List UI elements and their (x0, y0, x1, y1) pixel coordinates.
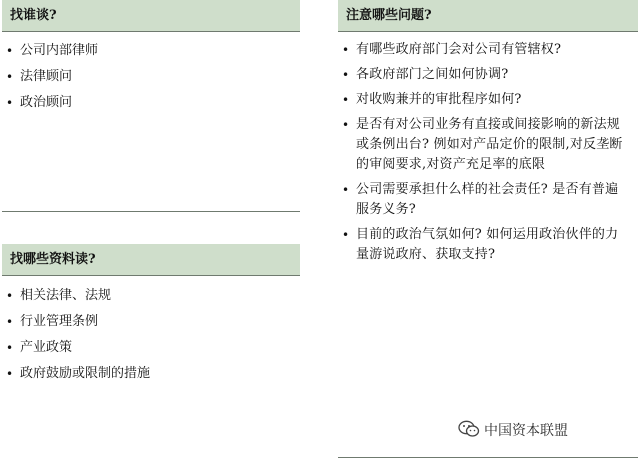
list-item-text: 公司内部律师 (20, 43, 99, 58)
list-item (338, 225, 638, 265)
wechat-icon (458, 420, 480, 442)
what-to-read-title: 找哪些资料读? (2, 244, 300, 276)
list-item (2, 364, 300, 384)
list-item-text: 产业政策 (20, 340, 73, 355)
list-item (338, 115, 638, 175)
list-item-text: 相关法律、法规 (20, 288, 112, 303)
bullet-icon: • (342, 68, 350, 82)
list-item-text: 政府鼓励或限制的措施 (20, 366, 151, 381)
what-to-read-list (2, 286, 300, 384)
issues-title: 注意哪些问题? (338, 0, 638, 32)
bullet-icon: • (6, 44, 14, 58)
list-item (338, 90, 638, 110)
list-item (2, 338, 300, 358)
bullet-icon: • (342, 43, 350, 57)
bullet-icon: • (342, 93, 350, 107)
what-to-read-body (2, 276, 300, 384)
list-item (2, 312, 300, 332)
bullet-icon: • (342, 228, 350, 242)
issues-list (338, 40, 638, 265)
bullet-icon: • (342, 183, 350, 197)
list-item-text: 各政府部门之间如何协调? (356, 67, 509, 82)
who-to-talk-list (2, 41, 300, 113)
list-item (2, 67, 300, 87)
bullet-icon: • (6, 70, 14, 84)
list-item (2, 41, 300, 61)
who-to-talk-panel (2, 0, 300, 212)
list-item-text: 是否有对公司业务有直接或间接影响的新法规或条例出台? 例如对产品定价的限制,对反垄断的审阅要求,对资产充足率的底限 (356, 117, 623, 172)
watermark-text: 中国资本联盟 (484, 423, 568, 439)
list-item-text: 法律顾问 (20, 69, 73, 84)
bullet-icon: • (6, 341, 14, 355)
list-item (338, 65, 638, 85)
watermark (458, 420, 568, 442)
list-item (2, 93, 300, 113)
divider (2, 211, 300, 212)
who-to-talk-body (2, 32, 300, 212)
what-to-read-panel (2, 244, 300, 454)
list-item (338, 40, 638, 60)
list-item (2, 286, 300, 306)
list-item-text: 对收购兼并的审批程序如何? (356, 92, 522, 107)
divider (338, 457, 638, 458)
who-to-talk-title: 找谁谈? (2, 0, 300, 32)
bullet-icon: • (6, 289, 14, 303)
list-item-text: 目前的政治气氛如何? 如何运用政治伙伴的力量游说政府、获取支持? (356, 227, 619, 262)
list-item-text: 有哪些政府部门会对公司有管辖权? (356, 42, 562, 57)
list-item-text: 行业管理条例 (20, 314, 99, 329)
issues-body (338, 32, 638, 458)
bullet-icon: • (6, 315, 14, 329)
bullet-icon: • (6, 96, 14, 110)
issues-panel (338, 0, 638, 458)
list-item-text: 公司需要承担什么样的社会责任? 是否有普遍服务义务? (356, 182, 619, 217)
list-item-text: 政治顾问 (20, 95, 73, 110)
bullet-icon: • (342, 118, 350, 132)
list-item (338, 180, 638, 220)
bullet-icon: • (6, 367, 14, 381)
